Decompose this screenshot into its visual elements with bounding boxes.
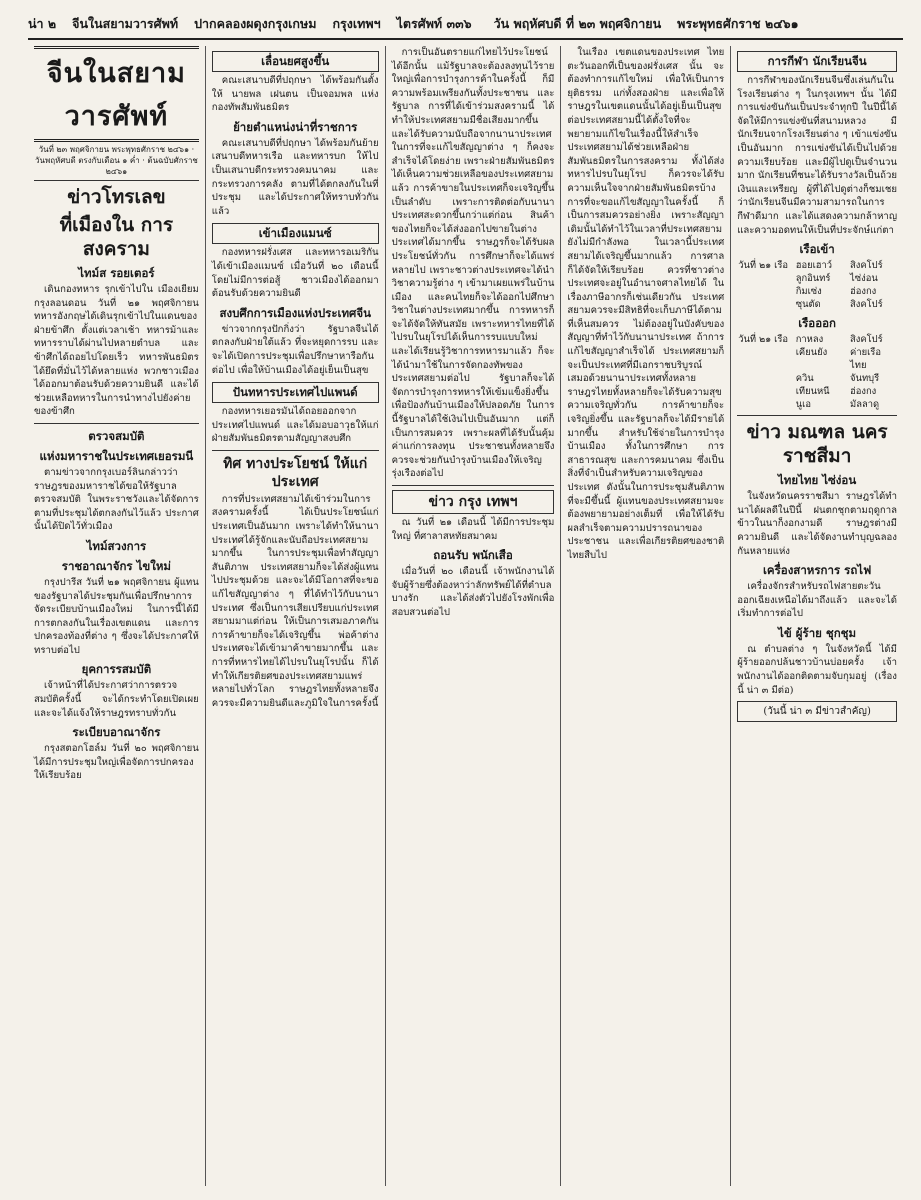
ship-cell: สิงคโปร์	[850, 260, 883, 272]
article-heading: ไข้ ผู้ร้าย ชุกชุม	[778, 625, 857, 640]
ship-cell	[737, 372, 795, 385]
article-subheading: แห่งมหาราชในประเทศเยอรมนี	[39, 448, 194, 463]
ship-row	[737, 298, 897, 311]
ship-cell	[737, 285, 795, 298]
ships-in-table	[737, 259, 897, 311]
ship-cell: ซุนตัด	[795, 299, 821, 311]
ship-row	[737, 372, 897, 385]
ship-row	[737, 333, 897, 346]
masthead-meta: วันที่ ๒๓ พฤศจิกายน พระพุทธศักราช ๒๔๖๑ · วันพฤหัศบดี ตรงกับเดือน ๑ ค่ำ · ต้นฉบับศักราช ๒๔๖๑	[34, 144, 199, 181]
ship-cell: สิงคโปร์	[850, 334, 883, 346]
article-body: คณะเสนาบดีที่ปฤกษา ได้พร้อมกันย้ายเสนาบดีทหารเรือ และทหารบก ให้ไปเป็นเสนาบดีกระทรวงคมนาคม และกระทรวงการคลัง ตามที่ได้ตกลงกันในที่ประชุม และได้ประกาศให้ทราบทั่วกันแล้ว	[211, 137, 379, 217]
issue-number: ไตรศัพท์ ๓๓๖	[396, 16, 472, 31]
article-heading: เข้าเมืองแมนซ์	[212, 223, 379, 244]
ships-out-heading: เรือออก	[798, 316, 836, 331]
ship-cell: วันที่ ๒๑ เรือ	[738, 260, 789, 272]
paper-name: จีนในสยามวารศัพท์	[72, 16, 179, 31]
ship-cell	[737, 346, 795, 372]
ship-cell: ค่ายเรือไทย	[850, 347, 881, 372]
ship-cell	[737, 385, 795, 398]
section-subheading: ที่เมืองใน การสงคราม	[59, 214, 174, 260]
ship-cell: มัลลาดู	[850, 399, 880, 411]
continued-notice: (วันนี้ น่า ๓ มีข่าวสำคัญ)	[737, 701, 897, 722]
article-body: กรุงสตอกโฮล์ม วันที่ ๒๐ พฤศจิกายน ได้มีการประชุมใหญ่เพื่อจัดการปกครองให้เรียบร้อย	[34, 743, 199, 782]
ship-cell	[737, 298, 795, 311]
article-heading: ระเบียบอาณาจักร	[72, 725, 161, 740]
ship-cell: วันที่ ๒๑ เรือ	[738, 334, 789, 346]
article-heading: ปันทหารประเทศไปแพนด์	[212, 382, 379, 403]
section-heading: ข่าว กรุง เทพฯ	[392, 490, 555, 514]
city: กรุงเทพฯ	[332, 16, 381, 31]
masthead: จีนในสยามวารศัพท์	[34, 46, 199, 142]
column-1	[28, 46, 206, 1186]
ship-cell: กาหลง	[795, 334, 824, 346]
running-header	[28, 14, 903, 40]
issue-date: วัน พฤหัศบดี ที่ ๒๓ พฤศจิกายน	[493, 16, 662, 31]
columns	[28, 46, 903, 1186]
ship-cell: ฮ่องกง	[850, 286, 877, 298]
article-body: ณ วันที่ ๒๑ เดือนนี้ ได้มีการประชุมใหญ่ ที่ศาลาสหทัยสมาคม	[391, 517, 555, 542]
article-body: ตามข่าวจากกรุงเบอร์ลินกล่าวว่า ราษฎรของมหาราชได้ขอให้รัฐบาลตรวจสมบัติ ในพระราชวังและได้จัดการตามที่ประชุมได้ตกลงกันไว้แล้ว ประกาศนั้นได้ปิดไว้ทั่วเมือง	[34, 466, 199, 533]
ship-cell: จันทบุรี	[850, 373, 880, 385]
column-2	[206, 46, 386, 1186]
ships-out-table	[737, 333, 897, 411]
news-source: ไทยไทย ไซ่ง่อน	[778, 473, 857, 488]
article-body: กองทหารฝรั่งเศส และทหารอเมริกันได้เข้าเมืองแมนซ์ เมื่อวันที่ ๒๐ เดือนนี้ โดยไม่มีการต่อสู้ ชาวเมืองได้ออกมาต้อนรับด้วยความยินดี	[211, 247, 379, 300]
article-body: ข่าวจากกรุงปักกิ่งว่า รัฐบาลจีนได้ตกลงกับฝ่ายใต้แล้ว ที่จะหยุดการรบ และจะได้เปิดการประชุมเพื่อปรึกษาหารือกันต่อไป เพื่อให้บ้านเมืองได้อยู่เย็นเป็นสุข	[211, 323, 379, 376]
ship-cell	[737, 272, 795, 285]
ship-cell	[737, 398, 795, 411]
article-subheading: ราชอาณาจักร ไขใหม่	[61, 558, 172, 573]
ship-cell: ฮ่องกง	[850, 386, 877, 398]
ship-row	[737, 385, 897, 398]
article-body: การกีฬาของนักเรียนจีนซึ่งเล่นกันในโรงเรียนต่าง ๆ ในกรุงเทพฯ นั้น ได้มีการแข่งขันกันเป็นประจำทุกปี ในปีนี้ได้จัดให้มีการแข่งขันที่สนามหลวง มีนักเรียนจากโรงเรียนต่าง ๆ เข้าแข่งขันเป็นอันมาก การแข่งขันได้เป็นไปด้วยความเรียบร้อย และมีผู้ไปดูเป็นจำนวนมาก นักเรียนที่ชนะได้รับรางวัลเป็นถ้วยเงินและเหรียญ ผู้ที่ได้ไปดูต่างก็ชมเชยว่านักเรียนจีนมีความสามารถในการกีฬาดีมาก และได้แสดงความกล้าหาญและความอดทนให้เป็นที่ประจักษ์แก่ตา	[737, 75, 897, 236]
ship-row	[737, 346, 897, 372]
column-3	[386, 46, 562, 1186]
article-heading: ย้ายตำแหน่งน่าที่ราชการ	[233, 119, 358, 134]
column-4	[561, 46, 731, 1186]
article-body: กรุงปารีส วันที่ ๒๑ พฤศจิกายน ผู้แทนของรัฐบาลได้ประชุมกันเพื่อปรึกษาการจัดระเบียบบ้านเมืองใหม่ ในการนี้ได้มีการตกลงกันในเรื่องเขตแดน และการปกครองท้องที่ต่าง ๆ ซึ่งจะได้ประกาศให้ทราบต่อไป	[34, 576, 199, 656]
article-body: การที่ประเทศสยามได้เข้าร่วมในการสงครามครั้งนี้ ได้เป็นประโยชน์แก่ประเทศเป็นอันมาก เพราะได้ทำให้นานาประเทศได้รู้จักและนับถือประเทศสยามมากขึ้น ในการประชุมเพื่อทำสัญญาสันติภาพ ประเทศสยามก็จะได้ส่งผู้แทนไปประชุมด้วย และจะได้มีโอกาสที่จะขอแก้ไขสัญญาต่าง ๆ ที่ได้ทำไว้กับนานาประเทศ ซึ่งเป็นการเสียเปรียบแก่ประเทศสยามมาแต่ก่อน ให้เป็นการเสมอภาคกัน การค้าขายก็จะได้เจริญขึ้น พ่อค้าต่างประเทศจะได้เข้ามาค้าขายมากขึ้น และการที่ทหารไทยได้ไปรบในยุโรปนั้น ก็ได้ทำให้เกียรติยศของประเทศสยามแพร่หลายไปทั่วโลก ราษฎรไทยทั้งหลายจึงควรจะมีความยินดีและภูมิใจในการครั้งนี้	[211, 493, 379, 709]
article-body: เจ้าหน้าที่ได้ประกาศว่าการตรวจสมบัติครั้งนี้ จะได้กระทำโดยเปิดเผย และจะได้แจ้งให้ราษฎรทราบทั่วกัน	[34, 680, 199, 719]
ship-row	[737, 285, 897, 298]
article-body: ในจังหวัดนครราชสีมา ราษฎรได้ทำนาได้ผลดีในปีนี้ ฝนตกชุกตามฤดูกาล ข้าวในนาก็งอกงามดี ราษฎรต่างมีความยินดี และได้จัดงานทำบุญฉลองกันหลายแห่ง	[737, 491, 897, 557]
ship-row	[737, 272, 897, 285]
ship-cell: ฮอยเฮาว์	[795, 260, 833, 272]
article-body: เครื่องจักรสำหรับรถไฟสายตะวันออกเฉียงเหนือได้มาถึงแล้ว และจะได้เริ่มทำการต่อไป	[737, 581, 897, 620]
ship-cell: สิงคโปร์	[850, 299, 883, 311]
article-heading: ถอนรับ พนักเสือ	[433, 548, 513, 563]
section-heading: ข่าวโทรเลข	[67, 186, 166, 208]
ships-in-heading: เรือเข้า	[799, 242, 835, 257]
ship-row	[737, 259, 897, 272]
ship-cell: เทียนหนี	[795, 386, 830, 398]
ship-cell: ไซ่ง่อน	[850, 273, 878, 285]
article-heading: เครื่องสาหรการ รถไฟ	[762, 563, 872, 578]
article-body: เมื่อวันที่ ๒๐ เดือนนี้ เจ้าพนักงานได้จับผู้ร้ายซึ่งต้องหาว่าลักทรัพย์ได้ที่ตำบลบางรัก และได้ส่งตัวไปยังโรงพักเพื่อสอบสวนต่อไป	[391, 566, 555, 618]
page-number: น่า ๒	[28, 16, 57, 31]
article-body: คณะเสนาบดีที่ปฤกษา ได้พร้อมกันตั้ง ให้ นายพล เฝนตน เป็นจอมพล แห่งกองทัพสัมพันธมิตร	[211, 75, 379, 114]
ship-row	[737, 398, 897, 411]
article-body: ในเรื่อง เขตแดนของประเทศ ไทย ตะวันออกที่เป็นของฝรั่งเศส นั้น จะต้องทำการแก้ไขใหม่ เพื่อให้เป็นการยุติธรรม แก่ทั้งสองฝ่าย และเพื่อให้ราษฎรในเขตแดนนั้นได้อยู่เย็นเป็นสุข ต่อประเทศสยามนี้ได้ตั้งใจที่จะพยายามแก้ไขในเรื่องนี้ให้สำเร็จ ประเทศสยามได้ช่วยเหลือฝ่ายสัมพันธมิตรในการสงคราม ทั้งได้ส่งทหารไปรบในยุโรป ก็ควรจะได้รับความเห็นใจจากฝ่ายสัมพันธมิตรบ้าง การที่จะขอแก้ไขสัญญาในครั้งนี้ ก็เป็นการสมควรอย่างยิ่ง เพราะสัญญาเดิมนั้นได้ทำไว้ในเวลาที่ประเทศสยามยังไม่มีกำลังพอ ในเวลานี้ประเทศสยามได้เจริญขึ้นมากแล้ว การศาลก็ได้จัดให้เรียบร้อย ควรที่ชาวต่างประเทศจะอยู่ในอำนาจศาลไทยได้ ในเรื่องภาษีอากรก็เช่นเดียวกัน ประเทศสยามควรจะมีสิทธิที่จะเก็บภาษีได้ตามที่เห็นสมควร ไม่ต้องอยู่ในบังคับของสัญญาที่ทำไว้กับนานาประเทศ ถ้าการแก้ไขสัญญาสำเร็จได้ ประเทศสยามก็จะเป็นประเทศที่มีเอกราชบริบูรณ์ เสมอด้วยนานาประเทศทั้งหลาย ราษฎรไทยทั้งหลายก็จะได้รับความสุขความเจริญทั่วกัน การค้าขายก็จะเจริญยิ่งขึ้น และรัฐบาลก็จะได้มีรายได้มากขึ้น สำหรับใช้จ่ายในการบำรุงบ้านเมือง ทั้งในการศึกษา การสาธารณสุข และการคมนาคม ซึ่งเป็นสิ่งที่จำเป็นสำหรับความเจริญของประเทศ ดังนั้นในการประชุมสันติภาพที่จะมีขึ้นนี้ ผู้แทนของประเทศสยามจะต้องพยายามอย่างเต็มที่ เพื่อให้ได้รับผลสำเร็จตามความปรารถนาของประชาชน และเพื่อเกียรติยศของชาติไทยสืบไป	[567, 47, 725, 561]
column-5	[731, 46, 903, 1186]
article-heading: ไทม์สวงการ	[86, 538, 147, 553]
article-heading: ตรวจสมบัติ	[88, 428, 145, 443]
article-body: การเป็นอันตรายแก่ไทยไว้ประโยชน์ได้อีกนั้น แม้รัฐบาลจะต้องลงทุนไว้รายใหญ่เพื่อการบำรุงการค้าในครั้งนี้ ก็มีความพร้อมเพรียงกันทั้งประชาชน และรัฐบาล การที่ได้เข้าร่วมสงครามนี้ ได้ทำให้ประเทศสยามมีชื่อเสียงมากขึ้น และได้รับความนับถือจากนานาประเทศ ในการที่จะแก้ไขสัญญาต่าง ๆ ก็คงจะสำเร็จได้โดยง่าย เพราะฝ่ายสัมพันธมิตรได้เห็นความช่วยเหลือของประเทศสยามแล้ว การค้าขายในประเทศก็จะเจริญขึ้นเป็นลำดับ เพราะการติดต่อกับนานาประเทศสะดวกขึ้นกว่าแต่ก่อน สินค้าของไทยก็จะได้ส่งออกไปขายในต่างประเทศได้มากขึ้น ราษฎรก็จะได้รับผลประโยชน์ทั่วกัน การศึกษาก็จะได้แพร่หลายไป เพราะชาวต่างประเทศจะได้นำวิชาความรู้ต่าง ๆ เข้ามาเผยแพร่ในบ้านเมือง และคนไทยก็จะได้ออกไปศึกษาวิชาในต่างประเทศมากขึ้น การทหารก็จะได้จัดให้ทันสมัย เพราะทหารไทยที่ได้ไปรบในยุโรปได้เห็นการรบแบบใหม่ และได้เรียนรู้วิชาการทหารมาแล้ว ก็จะได้นำมาใช้ในการจัดกองทัพของประเทศสยามต่อไป รัฐบาลก็จะได้จัดการบำรุงการทหารให้เข้มแข็งยิ่งขึ้น เพื่อป้องกันบ้านเมืองให้ปลอดภัย ในการนี้รัฐบาลได้ใช้เงินไปเป็นอันมาก แต่ก็เป็นการสมควร เพราะผลที่ได้รับนั้นคุ้มค่าแก่การลงทุน ประชาชนทั้งหลายจึงควรจะช่วยกันบำรุงบ้านเมืองให้เจริญรุ่งเรืองต่อไป	[391, 47, 555, 480]
ship-cell: กิมเซ่ง	[795, 286, 822, 298]
ship-cell: ลูกอินทร์	[795, 273, 831, 285]
article-heading: เลื่อนยศสูงขึ้น	[212, 51, 379, 72]
article-heading: ยุคการรสมบัติ	[81, 662, 152, 677]
ship-cell: เคียนยัง	[795, 347, 828, 359]
ship-cell: ควิน	[795, 373, 814, 385]
ship-cell: นูเอ	[795, 399, 811, 411]
article-body: เดินกองทหาร รุกเข้าไปใน เมืองเยียม กรุงลอนดอน วันที่ ๒๑ พฤศจิกายน ทหารอังกฤษได้เดินรุกเข้าไปในแดนของฝ่ายข้าศึก ตั้งแต่เวลาเช้า ทหารม้าและทหารราบได้ผ่านไปหลายตำบล และข้าศึกได้ถอยไปโดยเร็ว ทหารพันธมิตรได้ยึดที่มั่นไว้ได้หลายแห่ง พวกชาวเมืองได้ออกมาต้อนรับด้วยความยินดี และได้ช่วยเหลือทหารในการนำทางไปยังค่ายของข้าศึก	[34, 284, 199, 418]
section-heading: ข่าว มณฑล นคร ราชสีมา	[746, 421, 888, 468]
news-source: ไทม์ส รอยเตอร์	[78, 266, 155, 280]
article-body: ณ ตำบลต่าง ๆ ในจังหวัดนี้ ได้มีผู้ร้ายออกปล้นชาวบ้านบ่อยครั้ง เจ้าพนักงานได้ออกติดตามจับกุมอยู่ (เรื่องนี้ น่า ๓ มีต่อ)	[737, 643, 897, 696]
publisher-address: ปากคลองผดุงกรุงเกษม	[194, 16, 317, 31]
article-heading: ทิศ ทางประโยชน์ ให้แก่ประเทศ	[223, 455, 368, 490]
article-heading: การกีฬา นักเรียนจีน	[737, 51, 897, 72]
article-heading: สงบศึกการเมืองแห่งประเทศจีน	[219, 305, 371, 320]
article-body: กองทหารเยอรมันได้ถอยออกจากประเทศไปแพนด์ และได้มอบอาวุธให้แก่ฝ่ายสัมพันธมิตรตามสัญญาสงบศึก	[211, 406, 379, 445]
issue-era: พระพุทธศักราช ๒๔๖๑	[677, 16, 799, 31]
